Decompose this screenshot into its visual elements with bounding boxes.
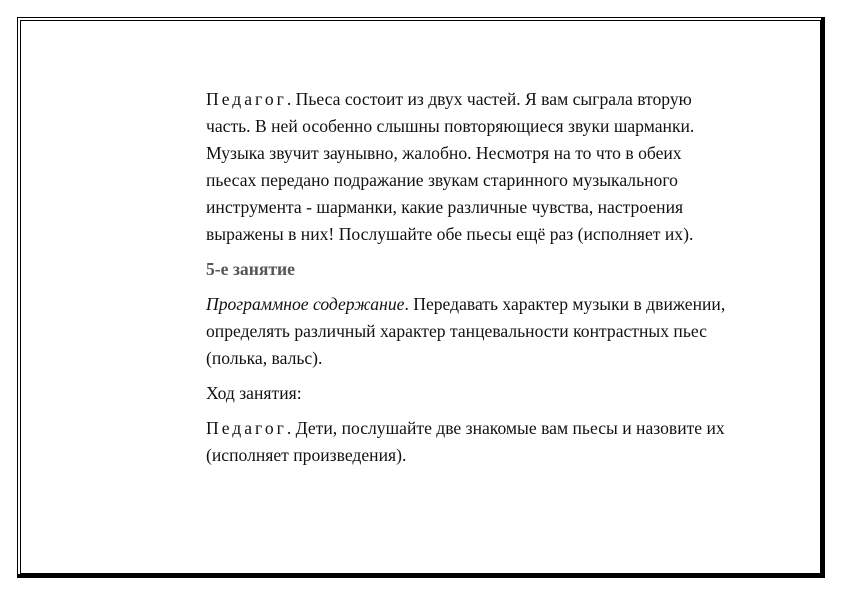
paragraph-text: . Пьеса состоит из двух частей. Я вам сыграла вторую часть. В ней особенно слышны повторяющиеся звуки шарманки. Музыка звучит заунывно, жалобно. Несмотря на то что в обеих пьесах передано подражание звукам старинного музыкального инструмента - шарманки, какие различные чувства, настроения выражены в них! Послушайте обе пьесы ещё раз (исполняет их).	[206, 89, 695, 244]
paragraph-teacher-1	[206, 86, 726, 248]
lesson-heading: 5-е занятие	[206, 259, 295, 279]
paragraph-text: . Дети, послушайте две знакомые вам пьесы и назовите их (исполняет произведения).	[206, 418, 725, 465]
paragraph-program-content	[206, 291, 726, 372]
paragraph-teacher-2	[206, 415, 726, 469]
speaker-label: Педагог	[206, 418, 287, 438]
document-body	[206, 86, 726, 477]
paragraph-text: . Передавать характер музыки в движении, определять различный характер танцевальности контрастных пьес (полька, вальс).	[206, 294, 726, 368]
paragraph-lesson-progress: Ход занятия:	[206, 383, 302, 403]
speaker-label: Педагог	[206, 89, 287, 109]
program-content-label: Программное содержание	[206, 294, 405, 314]
